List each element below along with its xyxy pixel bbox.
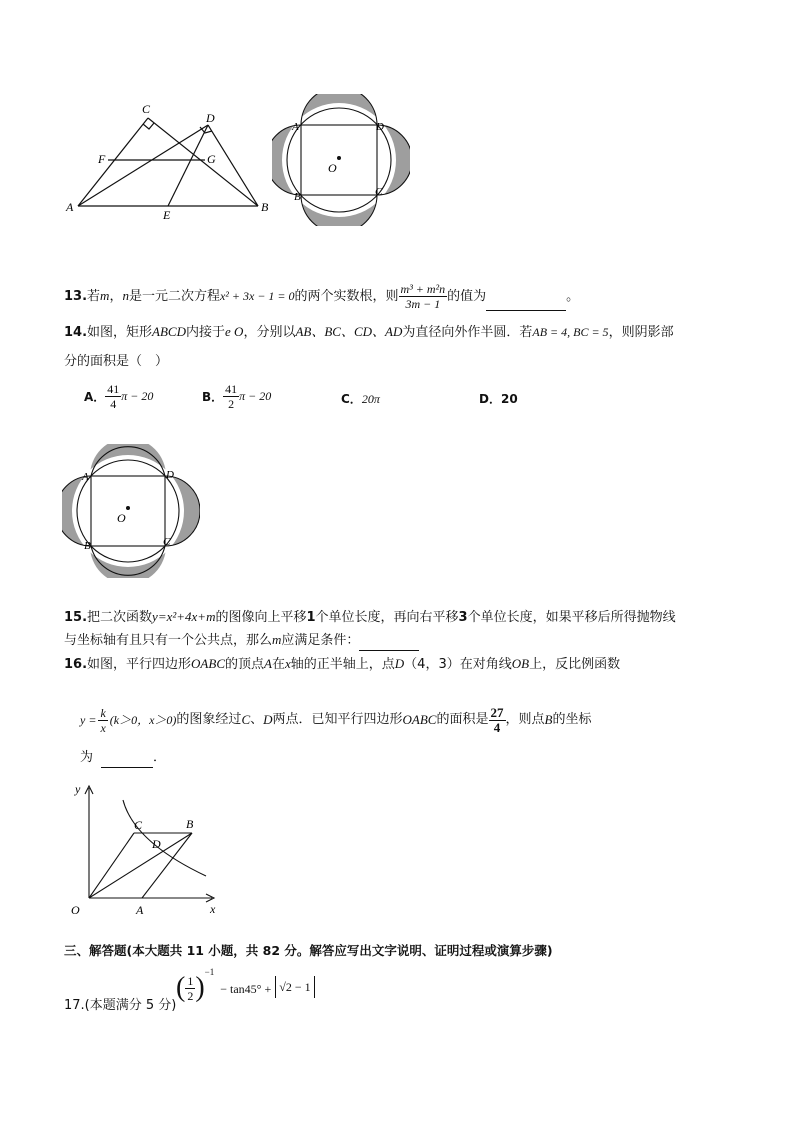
q15-answer-blank[interactable] [359, 636, 419, 651]
q16-area-fraction: $\frac{27}{4}$ [490, 704, 504, 735]
circle-semicircles-figure-q14 [62, 444, 200, 578]
semicircle-top [90, 444, 166, 514]
question-16-line1: 16.如图，平行四边形OABC的顶点A在x轴的正半轴上，点D（4，3）在对角线OB上，反比例函数 [64, 656, 621, 672]
label-b: B [84, 540, 91, 552]
q14-option-d[interactable]: D．20 [479, 392, 518, 406]
semicircle-bottom [90, 508, 166, 578]
question-17-expression: ( $\frac{1}{2}$ ) $^{-1}$ − tan45° + √2 − 1 [176, 970, 315, 1006]
label-b: B [186, 817, 194, 831]
label-c: C [163, 536, 171, 548]
label-c: C [375, 186, 383, 198]
q13-equation: x² + 3x − 1 = 0 [219, 289, 295, 303]
diagonal-ob [89, 833, 192, 898]
q16-number: 16. [64, 657, 88, 672]
graph-q16 [64, 780, 224, 922]
label-b: B [261, 200, 269, 214]
hyperbola-curve [123, 800, 206, 876]
label-o: O [328, 161, 337, 175]
semicircle-top [301, 94, 377, 163]
label-g: G [207, 152, 216, 166]
side-ac [78, 118, 148, 206]
q13-fraction: $\frac{\text{m³ + m²n}}{3m - 1}$ [400, 282, 446, 311]
label-y: y [75, 782, 81, 796]
label-x: x [210, 902, 216, 916]
q14-number: 14. [64, 325, 88, 340]
question-15-line1: 15.把二次函数y=x²+4x+m的图像向上平移1个单位长度，再向右平移3个单位长度，如果平移后所得抛物线 [64, 609, 676, 625]
section-3-heading: 三、解答题(本大题共 11 小题，共 82 分。解答应写出文字说明、证明过程或演算步骤) [64, 943, 553, 958]
q15-number: 15. [64, 610, 88, 625]
label-d: D [152, 837, 161, 851]
label-a: A [66, 200, 74, 214]
q17-absolute-value: √2 − 1 [275, 976, 314, 998]
label-a: A [136, 903, 144, 917]
semicircle-right [342, 125, 410, 195]
q13-number: 13. [64, 289, 88, 304]
label-c: C [134, 818, 143, 832]
q16-answer-blank[interactable] [101, 753, 153, 768]
label-a: A [292, 121, 299, 133]
right-angle-c [143, 123, 154, 129]
label-a: A [82, 471, 89, 483]
side-oc [89, 833, 134, 898]
question-16-line3: 为 ． [80, 748, 166, 768]
question-17-label: 17.(本题满分 5 分) [64, 998, 177, 1013]
label-d: D [166, 469, 174, 481]
q14-option-a[interactable]: A． $\frac{41}{4}$ π − 20 [84, 382, 154, 411]
semicircle-bottom [301, 157, 377, 226]
question-14-line1: 14.如图，矩形ABCD内接于e O，分别以AB、BC、CD、AD为直径向外作半圆．若AB = 4, BC = 5，则阴影部 [64, 324, 674, 340]
label-d: D [206, 111, 215, 125]
label-o: O [71, 903, 80, 917]
question-16-line2: y = $\frac{k}{x}$ (k＞0，x＞0) 的图象经过 C 、 D 两点．已知平行四边形 OABC 的面积是 $\frac{27}{4}$ ，则点 B 的坐标 [80, 704, 592, 735]
label-e: E [163, 208, 171, 222]
label-d: D [376, 121, 384, 133]
label-o: O [117, 511, 126, 525]
label-b: B [294, 191, 301, 203]
question-13: 13.若m，n是一元二次方程x² + 3x − 1 = 0的两个实数根，则 $\frac{\text{m³ + m²n}}{3m - 1}$ 的值为 。 [64, 282, 580, 311]
circle-semicircles-figure-top [272, 94, 410, 226]
label-c: C [142, 102, 151, 116]
triangle-figure [60, 100, 280, 225]
center-point [337, 156, 341, 160]
question-14-line2: 分的面积是（ ） [64, 354, 169, 369]
center-point [126, 506, 130, 510]
q14-option-c[interactable]: C．20π [341, 392, 380, 406]
q13-answer-blank[interactable] [486, 296, 566, 311]
q14-option-b[interactable]: B． $\frac{41}{2}$ π − 20 [202, 382, 272, 411]
label-f: F [98, 152, 106, 166]
semicircle-left [272, 125, 336, 195]
rectangle-abcd [91, 476, 165, 546]
question-15-line2: 与坐标轴有且只有一个公共点，那么m应满足条件： [64, 630, 419, 651]
